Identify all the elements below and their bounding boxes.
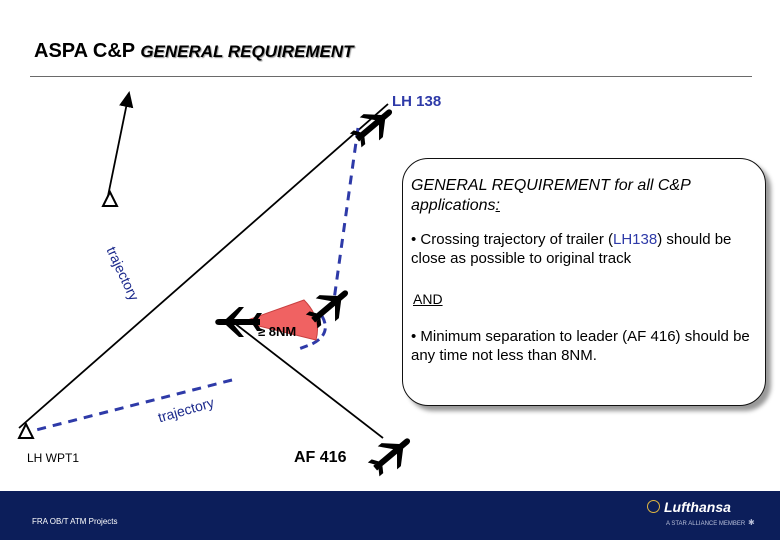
footer-member: A STAR ALLIANCE MEMBER: [666, 521, 746, 527]
callout-heading: [411, 176, 753, 216]
af416-original-track: [19, 104, 388, 428]
waypoint-triangle-upper: [103, 192, 117, 206]
trajectory-label-lower: trajectory: [156, 394, 216, 426]
footer-brand: Lufthansa: [664, 499, 731, 515]
callout-bullet-2: • Minimum separation to leader (AF 416) should be any time not less than 8NM.: [411, 328, 750, 364]
bullet1-post: ) should be close as possible to original track: [411, 231, 732, 267]
lufthansa-crane-icon: [647, 500, 660, 513]
af416-label: AF 416: [294, 449, 347, 466]
af416-aircraft-icon: [364, 428, 419, 481]
callout-heading-text: GENERAL REQUIREMENT for all C&P applications: [411, 177, 691, 214]
separation-label: ≥ 8NM: [258, 324, 297, 339]
trailer-aircraft-icon: [215, 307, 262, 337]
lh138-leader-track: [233, 322, 383, 438]
callout-bullet-1: [411, 230, 753, 268]
title-sub: GENERAL REQUIREMENT: [140, 42, 354, 61]
title-main: ASPA C&P: [34, 40, 135, 62]
requirement-callout: [402, 158, 766, 406]
footer-bar: [0, 491, 780, 540]
callout-and: AND: [413, 291, 443, 307]
trajectory-label-upper: trajectory: [103, 244, 143, 303]
lh138-label: LH 138: [392, 93, 442, 110]
callout-heading-colon: :: [495, 197, 500, 214]
star-alliance-icon: ✱: [748, 518, 755, 527]
lh138-descent-dashed: [334, 128, 358, 300]
bullet1-highlight: LH138: [612, 231, 658, 248]
footer-project: FRA OB/T ATM Projects: [32, 517, 118, 526]
lh-wpt1-label: LH WPT1: [27, 451, 80, 465]
bullet1-pre: • Crossing trajectory of trailer (: [411, 231, 613, 248]
departure-arrow: [108, 98, 128, 196]
